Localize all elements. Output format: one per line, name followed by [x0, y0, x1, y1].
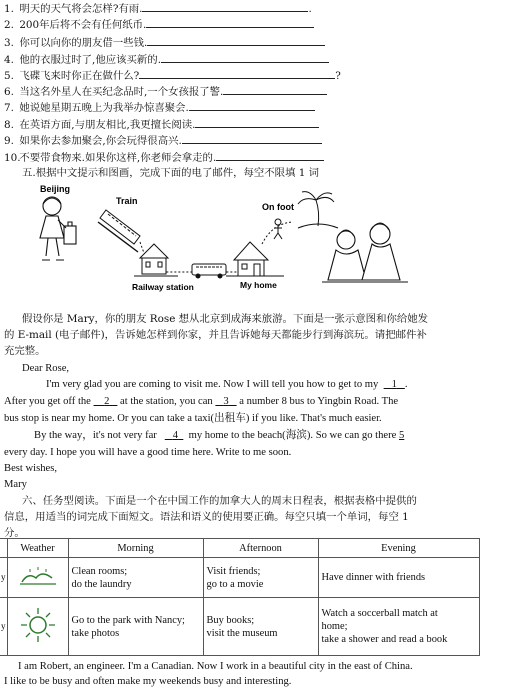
morning-cell: Go to the park with Nancy; take photos — [68, 598, 203, 656]
header-weather: Weather — [7, 539, 68, 558]
route-illustration — [28, 182, 408, 294]
blank-1: 1 — [391, 379, 397, 390]
sentence-4: 4. 他的衣服过时了,他应该买新的. — [4, 52, 329, 67]
railway-station-icon — [134, 244, 178, 276]
sentence-9: 9. 如果你去参加聚会,你会玩得很高兴. — [4, 133, 322, 148]
email-p2-line-2: every day. I hope you will have a good time here. Write to me soon. — [4, 447, 292, 458]
beijing-label: Beijing — [40, 184, 71, 194]
header-morning: Morning — [68, 539, 203, 558]
sentence-8: 8. 在英语方面,与朋友相比,我更擅长阅读. — [4, 117, 319, 132]
section-6-title: 六、任务型阅读。下面是一个在中国工作的加拿大人的周末日程表，根据表格中提供的 — [22, 495, 417, 507]
passage-line-2: I like to be busy and often make my weekends busy and interesting. — [4, 676, 292, 687]
table-header-row — [0, 539, 479, 558]
train-icon — [98, 210, 140, 252]
afternoon-cell: Visit friends; go to a movie — [203, 558, 318, 598]
morning-cell: Clean rooms; do the laundry — [68, 558, 203, 598]
afternoon-cell: Buy books; visit the museum — [203, 598, 318, 656]
email-p1-line-3: bus stop is near my home. Or you can take a taxi(出租车) if you like. That's much easier. — [4, 413, 382, 424]
traveler-girl-icon — [40, 197, 76, 260]
evening-cell: Have dinner with friends — [318, 558, 479, 598]
header-evening: Evening — [318, 539, 479, 558]
walker-icon — [274, 219, 282, 239]
passage-line-1: I am Robert, an engineer. I'm a Canadian. Now I work in a beautiful city in the east of China. — [18, 661, 413, 672]
email-p1-line-1: I'm very glad you are coming to visit me. Now I will tell you how to get to my 1 . — [46, 379, 408, 390]
blank-2: 2 — [104, 396, 110, 407]
sentence-6: 6. 当这名外星人在买纪念品时,一个女孩报了警. — [4, 84, 327, 99]
blank-4: 4 — [172, 430, 179, 441]
table-row — [0, 598, 479, 656]
train-label: Train — [116, 196, 138, 206]
weekend-schedule-table — [0, 538, 480, 656]
section-6-line-2: 信息，用适当的词完成下面短文。语法和语义的使用要正确。每空只填一个单词，每空 1 — [4, 511, 409, 523]
email-p2-line-1: By the way，it's not very far 4 my home to the beach(海滨). So we can go there 5 — [34, 430, 405, 441]
email-closing: Best wishes, — [4, 463, 57, 474]
section-6-line-3: 分。 — [4, 527, 25, 539]
header-afternoon: Afternoon — [203, 539, 318, 558]
railway-station-label: Railway station — [132, 282, 194, 292]
palm-tree-icon — [298, 192, 338, 228]
cloudy-icon — [16, 564, 60, 588]
home-icon — [226, 242, 284, 276]
sentence-10: 10. 不要带食物来.如果你这样,你老师会拿走的. — [4, 150, 324, 165]
day-cell: y — [0, 558, 7, 598]
sentence-7: 7. 她说她星期五晚上为我举办惊喜聚会. — [4, 100, 315, 115]
sentence-3: 3. 你可以向你的朋友借一些钱. — [4, 35, 325, 50]
section-5-title: 五.根据中文提示和图画，完成下面的电了邮件，每空不限填 1 词 — [22, 167, 320, 179]
sentence-5: 5. 飞碟飞来时你正在做什么? ? — [4, 70, 341, 82]
weather-cell — [7, 558, 68, 598]
prompt-line-1: 假设你是 Mary，你的朋友 Rose 想从北京到成海来旅游。下面是一张示意图和你给她发 — [22, 313, 429, 325]
sentence-2: 2. 200年后将不会有任何纸币. — [4, 17, 314, 32]
email-p1-line-2: After you get off the 2 at the station, you can 3 a number 8 bus to Yingbin Road. The — [4, 396, 399, 407]
email-signature: Mary — [4, 479, 27, 490]
two-girls-icon — [322, 223, 408, 282]
blank-5: 5 — [398, 430, 405, 441]
my-home-label: My home — [240, 280, 277, 290]
email-greeting: Dear Rose, — [22, 363, 70, 374]
weather-cell — [7, 598, 68, 656]
sentence-1: 1. 明天的天气将会怎样?有雨. . — [4, 3, 312, 15]
day-cell: y — [0, 598, 7, 656]
prompt-line-3: 充完整。 — [4, 345, 46, 357]
sunny-icon — [18, 605, 58, 645]
on-foot-label: On foot — [262, 202, 294, 212]
prompt-line-2: 的 E-mail (电子邮件)，告诉她怎样到你家，并且告诉她每天都能步行到海滨玩。请把邮件补 — [4, 329, 427, 341]
table-row — [0, 558, 479, 598]
blank-3: 3 — [223, 396, 229, 407]
evening-cell: Watch a soccerball match at home; take a shower and read a book — [318, 598, 479, 656]
bus-icon — [192, 264, 226, 278]
